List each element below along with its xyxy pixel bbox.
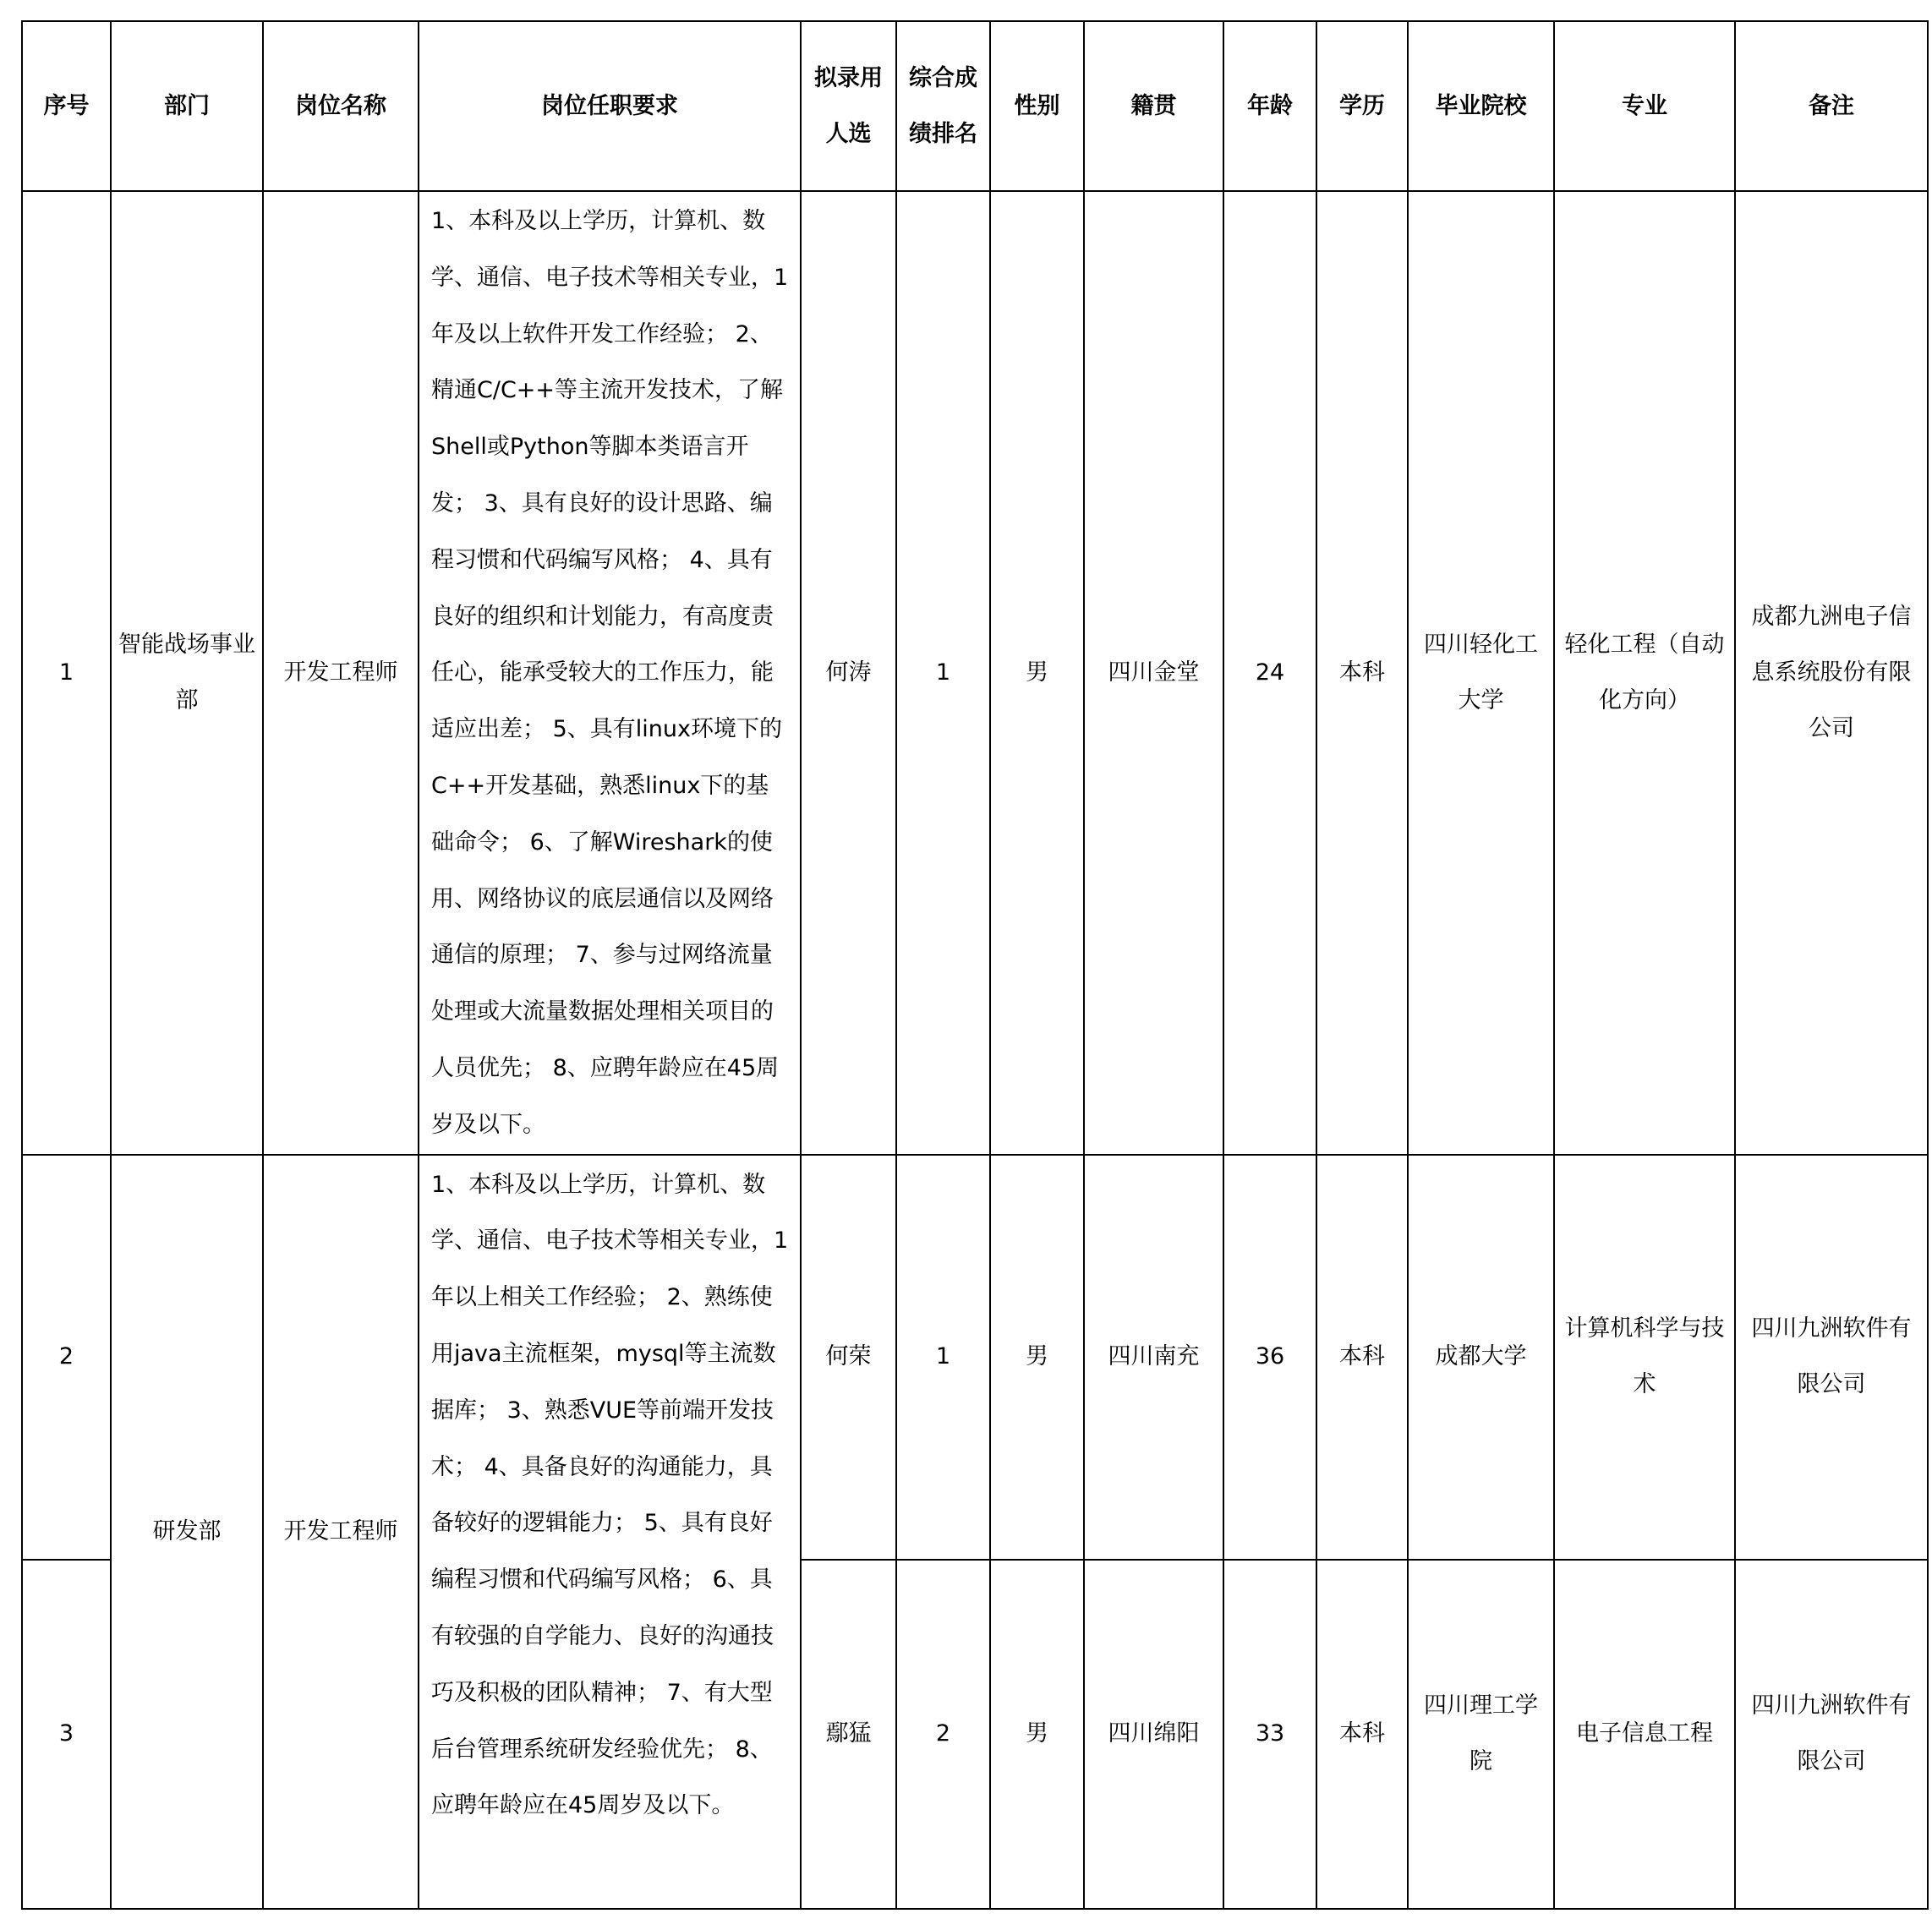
header-cell: 拟录用人选 bbox=[801, 21, 896, 191]
rank-cell: 1 bbox=[896, 191, 990, 1155]
header-cell: 备注 bbox=[1735, 21, 1928, 191]
major-cell: 计算机科学与技术 bbox=[1554, 1155, 1735, 1560]
table-row bbox=[22, 1155, 1928, 1560]
age-cell: 36 bbox=[1223, 1155, 1316, 1560]
requirements-cell: 1、本科及以上学历，计算机、数学、通信、电子技术等相关专业，1年以上相关工作经验； 2、熟练使用java主流框架，mysql等主流数据库； 3、熟悉VUE等前端开发技术； 4、具备良好的沟通能力，具备较好的逻辑能力； 5、具有良好编程习惯和代码编写风格； 6、具有较强的自学能力、良好的沟通技巧及积极的团队精神； 7、有大型后台管理系统研发经验优先； 8、应聘年龄应在45周岁及以下。 bbox=[419, 1155, 801, 1909]
header-cell: 籍贯 bbox=[1084, 21, 1223, 191]
education-cell: 本科 bbox=[1316, 1155, 1408, 1560]
row-number: 3 bbox=[22, 1560, 111, 1909]
row-number: 2 bbox=[22, 1155, 111, 1560]
position-cell: 开发工程师 bbox=[263, 1155, 419, 1909]
remark-cell: 四川九洲软件有限公司 bbox=[1735, 1155, 1928, 1560]
table-row bbox=[22, 191, 1928, 1155]
education-cell: 本科 bbox=[1316, 1560, 1408, 1909]
candidate-table bbox=[21, 20, 1929, 1910]
native-place-cell: 四川绵阳 bbox=[1084, 1560, 1223, 1909]
header-cell: 性别 bbox=[990, 21, 1084, 191]
candidate-cell: 鄢猛 bbox=[801, 1560, 896, 1909]
major-cell: 轻化工程（自动化方向） bbox=[1554, 191, 1735, 1155]
rank-cell: 1 bbox=[896, 1155, 990, 1560]
school-cell: 四川理工学院 bbox=[1408, 1560, 1554, 1909]
gender-cell: 男 bbox=[990, 191, 1084, 1155]
position-cell: 开发工程师 bbox=[263, 191, 419, 1155]
school-cell: 四川轻化工大学 bbox=[1408, 191, 1554, 1155]
native-place-cell: 四川金堂 bbox=[1084, 191, 1223, 1155]
header-cell: 序号 bbox=[22, 21, 111, 191]
header-cell: 部门 bbox=[111, 21, 263, 191]
header-cell: 毕业院校 bbox=[1408, 21, 1554, 191]
header-cell: 岗位任职要求 bbox=[419, 21, 801, 191]
gender-cell: 男 bbox=[990, 1155, 1084, 1560]
age-cell: 24 bbox=[1223, 191, 1316, 1155]
header-cell: 年龄 bbox=[1223, 21, 1316, 191]
header-cell: 综合成绩排名 bbox=[896, 21, 990, 191]
requirements-cell: 1、本科及以上学历，计算机、数学、通信、电子技术等相关专业，1年及以上软件开发工作经验； 2、精通C/C++等主流开发技术，了解Shell或Python等脚本类语言开发； 3、具有良好的设计思路、编程习惯和代码编写风格； 4、具有良好的组织和计划能力，有高度责任心，能承受较大的工作压力，能适应出差； 5、具有linux环境下的C++开发基础，熟悉linux下的基础命令； 6、了解Wireshark的使用、网络协议的底层通信以及网络通信的原理； 7、参与过网络流量处理或大流量数据处理相关项目的人员优先； 8、应聘年龄应在45周岁及以下。 bbox=[419, 191, 801, 1155]
candidate-cell: 何涛 bbox=[801, 191, 896, 1155]
table-header-row bbox=[22, 21, 1928, 191]
header-cell: 学历 bbox=[1316, 21, 1408, 191]
header-cell: 专业 bbox=[1554, 21, 1735, 191]
candidate-cell: 何荣 bbox=[801, 1155, 896, 1560]
header-cell: 岗位名称 bbox=[263, 21, 419, 191]
age-cell: 33 bbox=[1223, 1560, 1316, 1909]
major-cell: 电子信息工程 bbox=[1554, 1560, 1735, 1909]
rank-cell: 2 bbox=[896, 1560, 990, 1909]
department-cell: 研发部 bbox=[111, 1155, 263, 1909]
school-cell: 成都大学 bbox=[1408, 1155, 1554, 1560]
remark-cell: 成都九洲电子信息系统股份有限公司 bbox=[1735, 191, 1928, 1155]
remark-cell: 四川九洲软件有限公司 bbox=[1735, 1560, 1928, 1909]
row-number: 1 bbox=[22, 191, 111, 1155]
gender-cell: 男 bbox=[990, 1560, 1084, 1909]
department-cell: 智能战场事业部 bbox=[111, 191, 263, 1155]
education-cell: 本科 bbox=[1316, 191, 1408, 1155]
native-place-cell: 四川南充 bbox=[1084, 1155, 1223, 1560]
